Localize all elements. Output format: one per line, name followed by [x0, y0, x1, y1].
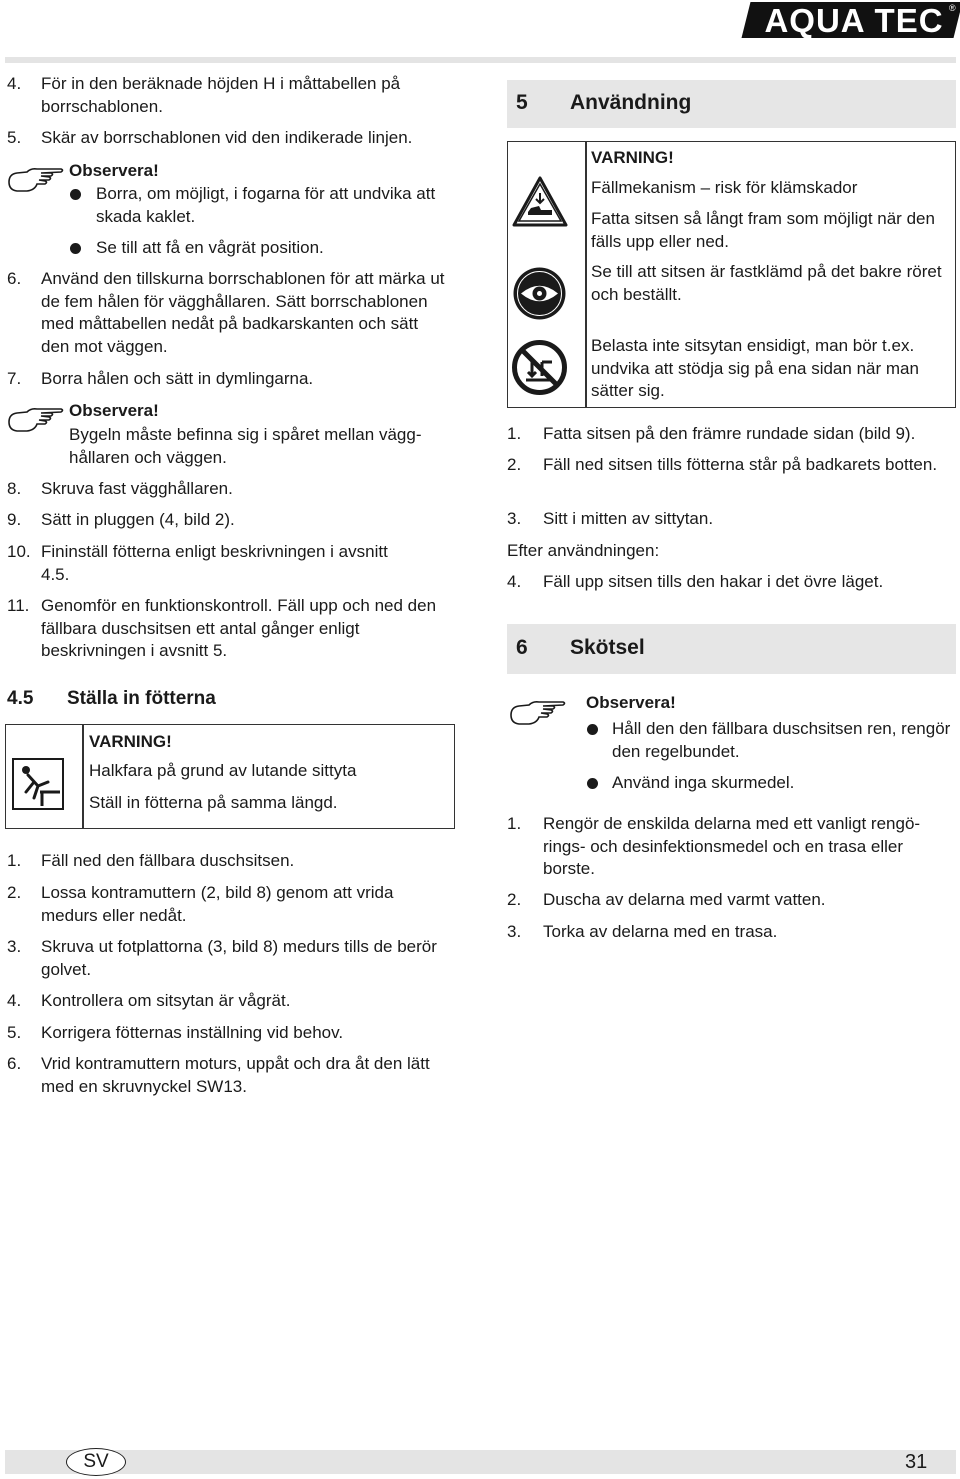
- pointing-hand-icon: [5, 402, 65, 436]
- warning-text: Halkfara på grund av lutande sittyta: [89, 761, 357, 780]
- pointing-hand-icon: [507, 695, 567, 729]
- slip-hazard-icon: [12, 758, 64, 810]
- step-number: 10.: [7, 542, 31, 561]
- step-text: Korrigera fötternas inställning vid behov.: [41, 1023, 344, 1042]
- note-text: Bygeln måste befinna sig i spåret mellan vägghållaren och väggen.: [69, 425, 422, 467]
- step-text: Använd den tillskurna borrschablonen för att märka ut de fem hålen för vägghållaren. Sätt borrschablonen med måttabellen nedåt på badkarskanten och sätt den mot väggen.: [41, 269, 445, 356]
- step-text: Kontrollera om sitsytan är vågrät.: [41, 991, 291, 1010]
- step-text: Fäll ned den fällbara duschsitsen.: [41, 851, 295, 870]
- step-number: 7.: [7, 369, 22, 388]
- bullet-text: Håll den den fällbara duschsitsen ren, rengör den regelbundet.: [612, 719, 951, 761]
- warning-title: VARNING!: [591, 148, 674, 167]
- step-text: Fininställ fötterna enligt beskrivningen i avsnitt 4.5.: [41, 542, 388, 584]
- step-number: 2.: [7, 883, 22, 902]
- warning-title: VARNING!: [89, 732, 172, 751]
- step-text: Fäll ned sitsen tills fötterna står på badkarets botten.: [543, 455, 938, 474]
- step-text: Fäll upp sitsen tills den hakar i det övre läget.: [543, 572, 884, 591]
- step-number: 2.: [507, 890, 522, 909]
- step-text: Genomför en funktionskontroll. Fäll upp och ned den fällbara duschsitsen ett antal gånger enligt beskrivningen i avsnitt 5.: [41, 596, 437, 660]
- bullet-text: Borra, om möjligt, i fogarna för att undvika att skada kaklet.: [96, 184, 436, 226]
- brand-logo-text: AQUA TEC: [764, 2, 944, 39]
- bullet: [70, 243, 81, 254]
- eye-icon: [512, 266, 567, 321]
- note-title: Observera!: [586, 693, 676, 712]
- section-number: 4.5: [7, 688, 34, 709]
- step-number: 2.: [507, 455, 522, 474]
- hand-crush-warning-icon: [511, 175, 569, 229]
- step-text: Skruva ut fotplattorna (3, bild 8) medurs tills de berör golvet.: [41, 937, 437, 979]
- step-number: 3.: [507, 922, 522, 941]
- bullet: [70, 189, 81, 200]
- warning-text: Fällmekanism – risk för klämskador: [591, 178, 858, 197]
- step-text: Sätt in pluggen (4, bild 2).: [41, 510, 235, 529]
- step-number: 1.: [507, 814, 522, 833]
- step-text: Skruva fast vägghållaren.: [41, 479, 233, 498]
- step-number: 4.: [7, 991, 22, 1010]
- warning-text: Belasta inte sitsytan ensidigt, man bör t.ex. undvika att stödja sig på ena sidan när man sätter sig.: [591, 336, 919, 400]
- warning-text: Fatta sitsen så långt fram som möjligt när den fälls upp eller ned.: [591, 209, 935, 251]
- step-text: Rengör de enskilda delarna med ett vanligt rengörings- och desinfektionsmedel och en trasa eller borste.: [543, 814, 921, 878]
- step-text: Vrid kontramuttern moturs, uppåt och dra åt den lätt med en skruvnyckel SW13.: [41, 1054, 430, 1096]
- no-one-sided-load-icon: [512, 340, 567, 395]
- step-number: 3.: [507, 509, 522, 528]
- warning-divider: [82, 724, 84, 829]
- pointing-hand-icon: [5, 162, 65, 196]
- step-number: 6.: [7, 1054, 22, 1073]
- step-number: 3.: [7, 937, 22, 956]
- step-number: 11.: [7, 596, 30, 615]
- step-number: 9.: [7, 510, 22, 529]
- step-number: 4.: [7, 74, 22, 93]
- step-text: Skär av borrschablonen vid den indikerade linjen.: [41, 128, 413, 147]
- note-title: Observera!: [69, 161, 159, 180]
- step-number: 6.: [7, 269, 22, 288]
- bullet-text: Se till att få en vågrät position.: [96, 238, 324, 257]
- header-rule: [5, 57, 956, 63]
- warning-text: Se till att sitsen är fastklämd på det bakre röret och beställt.: [591, 262, 942, 304]
- after-use-label: Efter användningen:: [507, 541, 660, 560]
- section-title: Ställa in fötterna: [67, 688, 216, 709]
- step-number: 1.: [7, 851, 22, 870]
- step-number: 8.: [7, 479, 22, 498]
- bullet-text: Använd inga skurmedel.: [612, 773, 795, 792]
- step-text: Borra hålen och sätt in dymlingarna.: [41, 369, 314, 388]
- step-text: Duscha av delarna med varmt vatten.: [543, 890, 826, 909]
- bullet: [587, 724, 598, 735]
- section-number: 5: [516, 91, 528, 114]
- warning-text: Ställ in fötterna på samma längd.: [89, 793, 338, 812]
- step-text: Sitt i mitten av sittytan.: [543, 509, 714, 528]
- page-number: 31: [905, 1451, 928, 1473]
- language-badge: SV: [66, 1448, 126, 1476]
- step-text: Lossa kontramuttern (2, bild 8) genom att vrida medurs eller nedåt.: [41, 883, 394, 925]
- step-text: För in den beräknade höjden H i måttabellen på borrschablonen.: [41, 74, 401, 116]
- step-number: 5.: [7, 1023, 22, 1042]
- footer-rule: [5, 1450, 956, 1474]
- bullet: [587, 778, 598, 789]
- registered-mark: ®: [949, 3, 956, 13]
- step-number: 5.: [7, 128, 22, 147]
- step-number: 1.: [507, 424, 522, 443]
- step-text: Torka av delarna med en trasa.: [543, 922, 778, 941]
- note-title: Observera!: [69, 401, 159, 420]
- warning-divider: [585, 141, 587, 408]
- section-title: Användning: [570, 91, 692, 114]
- step-text: Fatta sitsen på den främre rundade sidan (bild 9).: [543, 424, 916, 443]
- section-number: 6: [516, 636, 528, 659]
- section-title: Skötsel: [570, 636, 645, 659]
- step-number: 4.: [507, 572, 522, 591]
